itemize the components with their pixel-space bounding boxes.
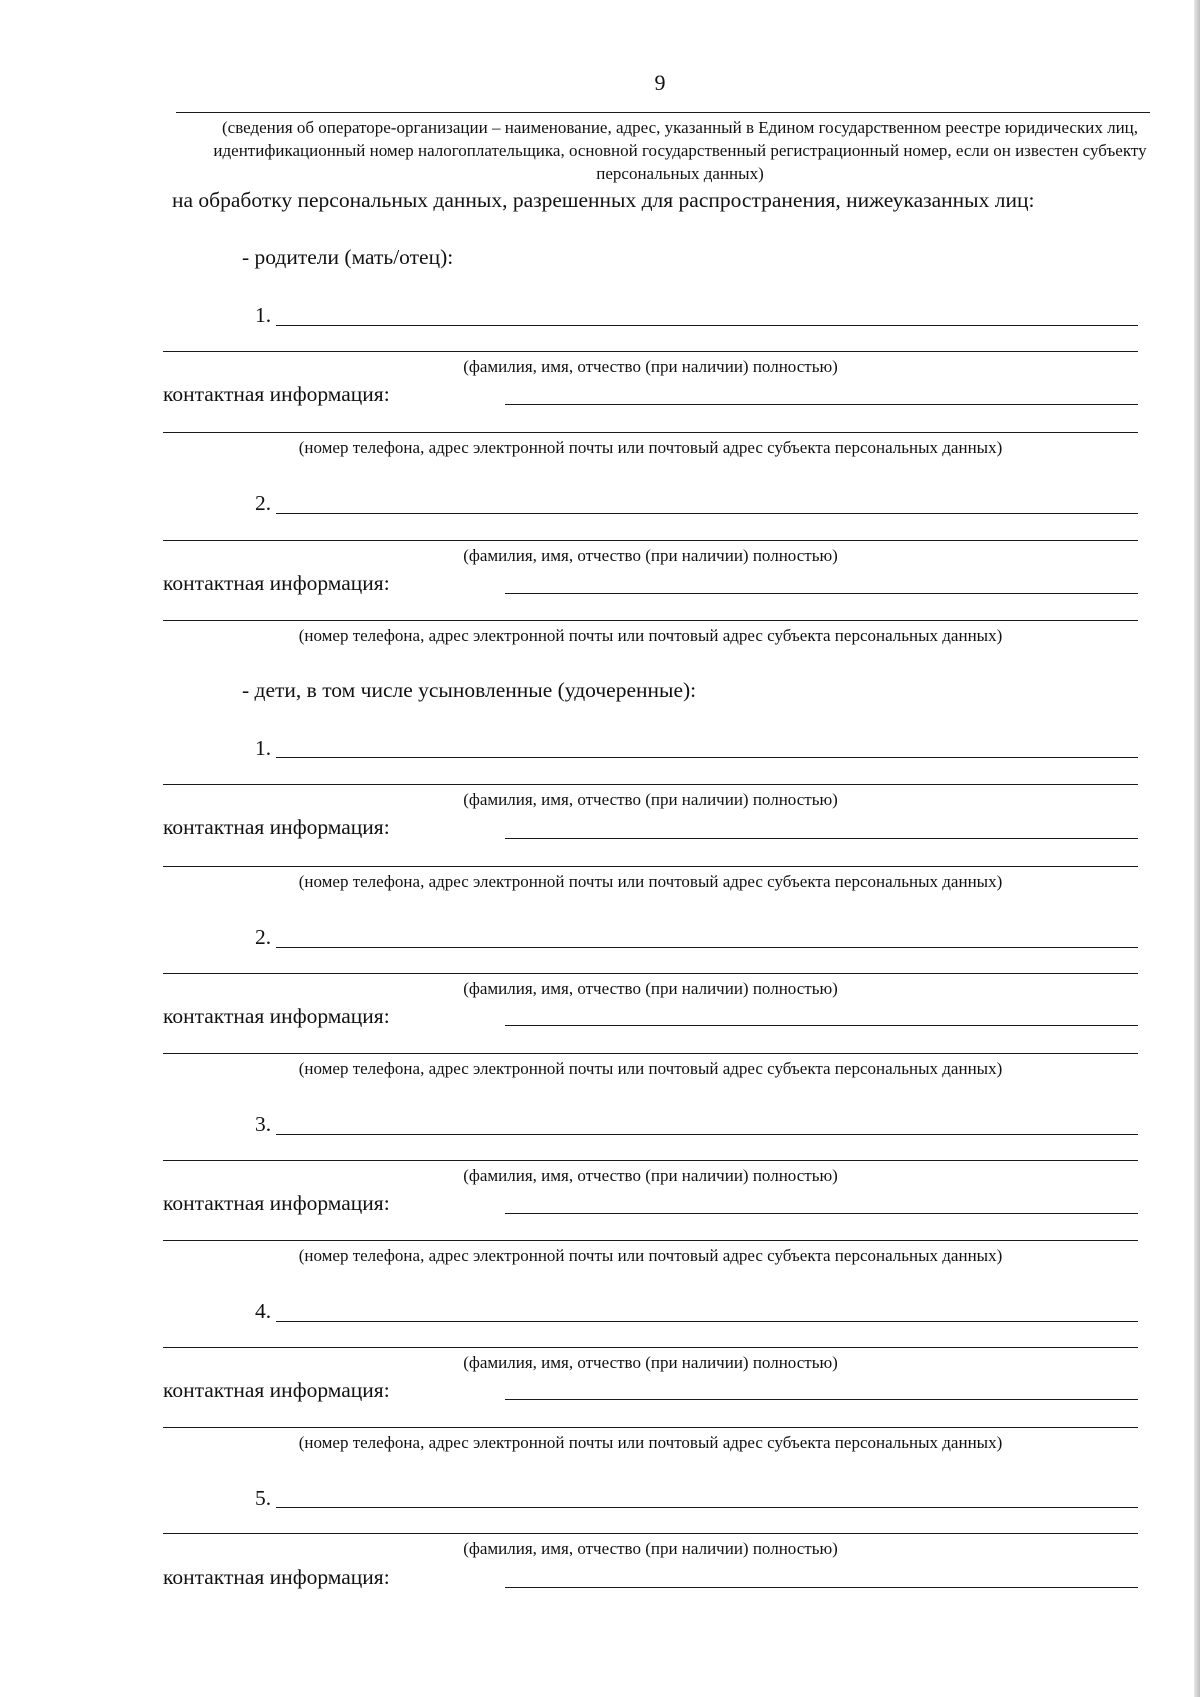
parent-2-contact-label: контактная информация: [163,571,390,595]
section-heading-parents: - родители (мать/отец): [242,245,454,269]
child-2-name-caption: (фамилия, имя, отчество (при наличии) полностью) [463,979,838,998]
child-4-name-line-2[interactable] [163,1347,1138,1348]
child-1-contact-line-1[interactable] [505,838,1138,839]
parent-1-contact-line-1[interactable] [505,404,1138,405]
page-number: 9 [654,70,666,95]
child-5-contact-line-1[interactable] [505,1587,1138,1588]
child-3-number: 3. [255,1112,272,1136]
child-3-name-line-2[interactable] [163,1160,1138,1161]
parent-2-contact-line-1[interactable] [505,593,1138,594]
child-5-name-line-1[interactable] [276,1507,1138,1508]
child-5-contact-label: контактная информация: [163,1565,390,1589]
child-1-name-line-1[interactable] [276,757,1138,758]
parent-2-number: 2. [255,491,272,515]
child-4-name-caption: (фамилия, имя, отчество (при наличии) полностью) [463,1353,838,1372]
child-4-contact-line-2[interactable] [163,1427,1138,1428]
child-3-contact-line-2[interactable] [163,1240,1138,1241]
parent-1-name-caption: (фамилия, имя, отчество (при наличии) полностью) [463,357,838,376]
child-2-number: 2. [255,925,272,949]
child-4-number: 4. [255,1299,272,1323]
child-2-contact-caption: (номер телефона, адрес электронной почты или почтовый адрес субъекта персональных данных) [298,1059,1003,1078]
parent-1-contact-label: контактная информация: [163,382,390,406]
child-2-contact-label: контактная информация: [163,1004,390,1028]
child-2-name-line-1[interactable] [276,947,1138,948]
parent-2-name-line-1[interactable] [276,513,1138,514]
child-5-name-line-2[interactable] [163,1533,1138,1534]
child-3-contact-line-1[interactable] [505,1213,1138,1214]
parent-1-contact-caption: (номер телефона, адрес электронной почты или почтовый адрес субъекта персональных данных) [298,438,1003,457]
child-4-contact-label: контактная информация: [163,1378,390,1402]
child-2-contact-line-2[interactable] [163,1053,1138,1054]
operator-caption: (сведения об операторе-организации – наименование, адрес, указанный в Едином государственном реестре юридических лиц, идентификационный номер налогоплательщика, основной государственный регистрационный номер, если он известен субъекту персональных данных) [213,118,1147,183]
parent-2-name-caption: (фамилия, имя, отчество (при наличии) полностью) [463,546,838,565]
parent-1-name-line-2[interactable] [163,351,1138,352]
child-3-name-line-1[interactable] [276,1134,1138,1135]
main-statement: на обработку персональных данных, разрешенных для распространения, нижеуказанных лиц: [172,188,1035,212]
parent-1-name-line-1[interactable] [276,325,1138,326]
child-4-contact-line-1[interactable] [505,1399,1138,1400]
parent-2-contact-caption: (номер телефона, адрес электронной почты или почтовый адрес субъекта персональных данных) [298,626,1003,645]
child-5-name-caption: (фамилия, имя, отчество (при наличии) полностью) [463,1539,838,1558]
child-5-number: 5. [255,1486,272,1510]
child-1-number: 1. [255,736,272,760]
parent-2-contact-line-2[interactable] [163,620,1138,621]
parent-1-contact-line-2[interactable] [163,432,1138,433]
section-heading-children: - дети, в том числе усыновленные (удочеренные): [242,678,697,702]
child-1-contact-caption: (номер телефона, адрес электронной почты или почтовый адрес субъекта персональных данных) [298,872,1003,891]
child-4-contact-caption: (номер телефона, адрес электронной почты или почтовый адрес субъекта персональных данных) [298,1433,1003,1452]
child-4-name-line-1[interactable] [276,1321,1138,1322]
child-2-name-line-2[interactable] [163,973,1138,974]
child-1-name-line-2[interactable] [163,784,1138,785]
child-3-name-caption: (фамилия, имя, отчество (при наличии) полностью) [463,1166,838,1185]
operator-name-line[interactable] [176,112,1150,113]
child-2-contact-line-1[interactable] [505,1025,1138,1026]
page-edge-shadow [1194,0,1200,1697]
child-1-contact-label: контактная информация: [163,815,390,839]
child-1-contact-line-2[interactable] [163,866,1138,867]
parent-1-number: 1. [255,303,272,327]
child-3-contact-label: контактная информация: [163,1191,390,1215]
child-1-name-caption: (фамилия, имя, отчество (при наличии) полностью) [463,790,838,809]
child-3-contact-caption: (номер телефона, адрес электронной почты или почтовый адрес субъекта персональных данных) [298,1246,1003,1265]
parent-2-name-line-2[interactable] [163,540,1138,541]
